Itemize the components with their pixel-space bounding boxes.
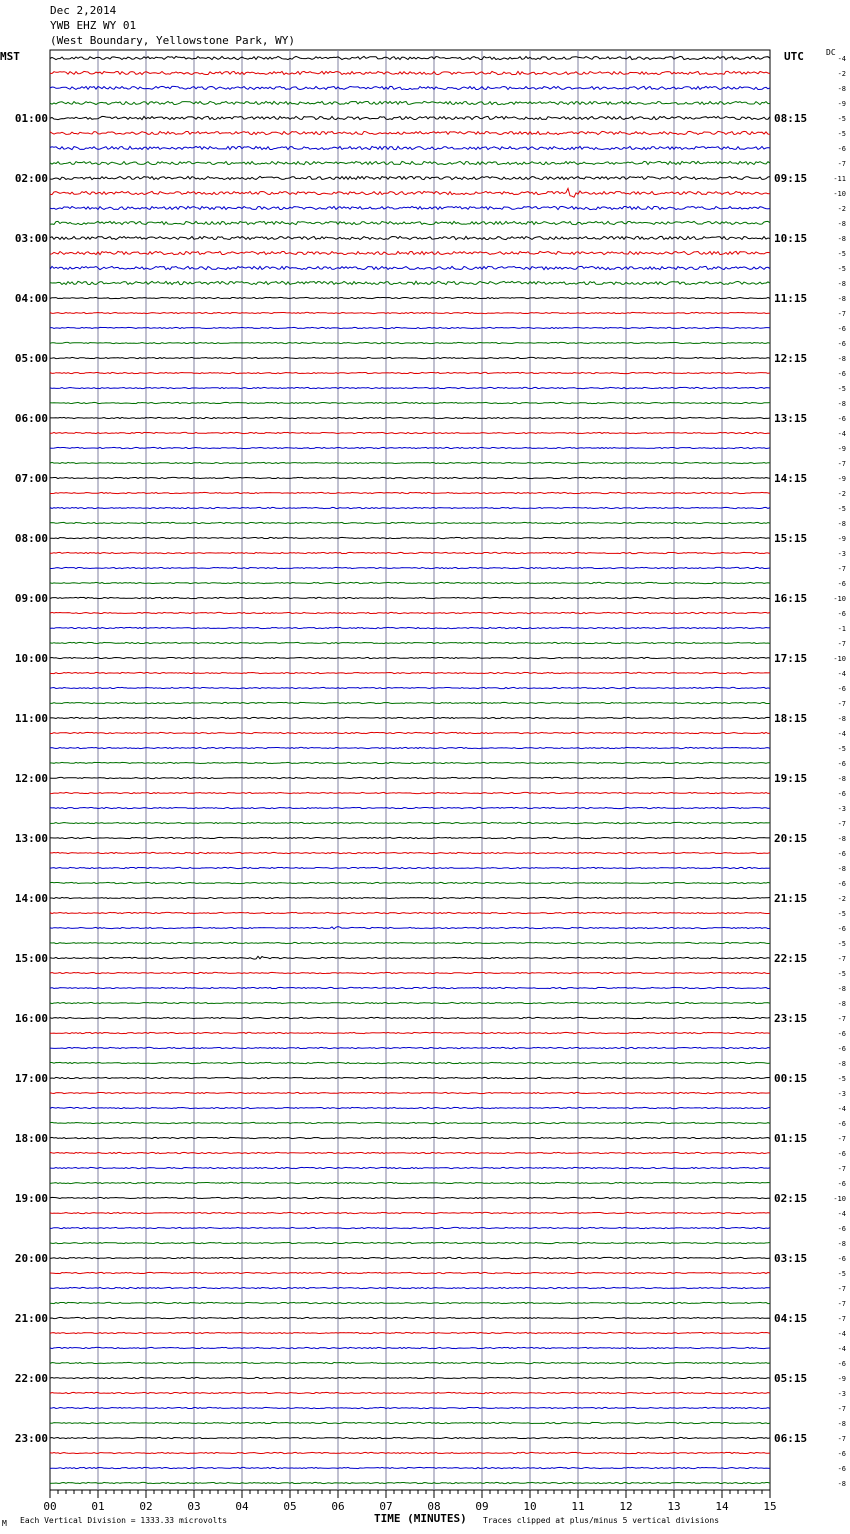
trace-line <box>50 1332 770 1333</box>
trace-line <box>50 927 770 930</box>
trace-line <box>50 777 770 778</box>
dc-offset-label: -8 <box>837 1420 846 1428</box>
x-tick-label: 03 <box>187 1500 201 1513</box>
trace-line <box>50 1017 770 1018</box>
dc-offset-label: -8 <box>837 985 846 993</box>
dc-offset-label: -7 <box>837 820 846 828</box>
trace-line <box>50 1407 770 1408</box>
header-station: YWB EHZ WY 01 <box>50 19 137 32</box>
mst-hour-label: 02:00 <box>14 172 48 185</box>
utc-hour-label: 22:15 <box>774 952 808 965</box>
dc-offset-label: -5 <box>837 250 846 258</box>
trace-line <box>50 1212 770 1213</box>
trace-line <box>50 522 770 523</box>
utc-hour-label: 14:15 <box>774 472 808 485</box>
trace-line <box>50 188 770 197</box>
mst-corner-label: MST <box>0 50 20 63</box>
dc-offset-label: -4 <box>837 1330 846 1338</box>
dc-offset-label: -6 <box>837 1150 846 1158</box>
x-tick-label: 07 <box>379 1500 393 1513</box>
dc-offset-label: -7 <box>837 1285 846 1293</box>
dc-offset-label: -3 <box>837 1390 846 1398</box>
dc-offset-label: -7 <box>837 1300 846 1308</box>
dc-offset-label: -5 <box>837 385 846 393</box>
dc-offset-label: -8 <box>837 295 846 303</box>
dc-offset-label: -5 <box>837 505 846 513</box>
dc-offset-label: -6 <box>837 1180 846 1188</box>
dc-offset-label: -7 <box>837 1315 846 1323</box>
trace-line <box>50 837 770 838</box>
dc-offset-label: -7 <box>837 460 846 468</box>
dc-offset-label: -8 <box>837 1480 846 1488</box>
x-tick-label: 04 <box>235 1500 249 1513</box>
utc-hour-label: 19:15 <box>774 772 808 785</box>
x-tick-label: 01 <box>91 1500 105 1513</box>
trace-line <box>50 281 770 284</box>
trace-line <box>50 297 770 298</box>
trace-line <box>50 1062 770 1063</box>
dc-offset-label: -5 <box>837 265 846 273</box>
trace-line <box>50 1482 770 1483</box>
dc-offset-label: -8 <box>837 835 846 843</box>
mst-hour-label: 10:00 <box>14 652 48 665</box>
trace-line <box>50 956 770 959</box>
trace-line <box>50 1467 770 1468</box>
trace-line <box>50 1137 770 1138</box>
utc-hour-label: 05:15 <box>774 1372 808 1385</box>
dc-offset-label: -8 <box>837 220 846 228</box>
utc-hour-label: 11:15 <box>774 292 808 305</box>
utc-hour-label: 16:15 <box>774 592 808 605</box>
trace-line <box>50 357 770 358</box>
trace-line <box>50 1392 770 1393</box>
corner-mark: M <box>2 1519 7 1528</box>
dc-offset-label: -6 <box>837 760 846 768</box>
dc-offset-label: -5 <box>837 910 846 918</box>
trace-line <box>50 1347 770 1348</box>
trace-line <box>50 1227 770 1228</box>
clipping-note: Traces clipped at plus/minus 5 vertical divisions <box>483 1516 720 1525</box>
dc-offset-label: -6 <box>837 1030 846 1038</box>
dc-offset-label: -7 <box>837 1165 846 1173</box>
utc-hour-label: 01:15 <box>774 1132 808 1145</box>
trace-line <box>50 537 770 538</box>
mst-hour-label: 22:00 <box>14 1372 48 1385</box>
mst-hour-label: 05:00 <box>14 352 48 365</box>
dc-offset-label: -8 <box>837 520 846 528</box>
trace-line <box>50 131 770 134</box>
x-tick-label: 05 <box>283 1500 297 1513</box>
trace-line <box>50 1362 770 1363</box>
trace-line <box>50 942 770 943</box>
utc-hour-label: 13:15 <box>774 412 808 425</box>
dc-offset-label: -6 <box>837 340 846 348</box>
dc-offset-label: -10 <box>833 190 846 198</box>
dc-offset-label: -6 <box>837 850 846 858</box>
dc-offset-label: -10 <box>833 595 846 603</box>
utc-hour-label: 09:15 <box>774 172 808 185</box>
trace-line <box>50 176 770 179</box>
dc-offset-label: -6 <box>837 790 846 798</box>
trace-line <box>50 1182 770 1183</box>
utc-hour-label: 04:15 <box>774 1312 808 1325</box>
trace-line <box>50 1197 770 1198</box>
utc-hour-label: 15:15 <box>774 532 808 545</box>
mst-hour-label: 12:00 <box>14 772 48 785</box>
x-tick-label: 10 <box>523 1500 537 1513</box>
trace-line <box>50 1242 770 1243</box>
trace-line <box>50 477 770 478</box>
dc-offset-label: -1 <box>837 625 846 633</box>
dc-offset-label: -7 <box>837 700 846 708</box>
x-tick-label: 13 <box>667 1500 681 1513</box>
mst-hour-labels <box>15 112 48 1445</box>
dc-offset-label: -7 <box>837 1405 846 1413</box>
dc-offset-label: -7 <box>837 640 846 648</box>
utc-hour-label: 21:15 <box>774 892 808 905</box>
x-tick-label: 12 <box>619 1500 633 1513</box>
mst-hour-label: 08:00 <box>14 532 48 545</box>
x-tick-label: 06 <box>331 1500 345 1513</box>
dc-offset-label: -7 <box>837 565 846 573</box>
x-tick-label: 00 <box>43 1500 57 1513</box>
trace-line <box>50 1032 770 1033</box>
x-tick-label: 11 <box>571 1500 585 1513</box>
utc-hour-label: 23:15 <box>774 1012 808 1025</box>
x-axis-title: TIME (MINUTES) <box>374 1512 467 1525</box>
dc-offset-label: -10 <box>833 1195 846 1203</box>
trace-line <box>50 687 770 688</box>
trace-line <box>50 492 770 493</box>
dc-offset-label: -5 <box>837 970 846 978</box>
trace-line <box>50 1272 770 1273</box>
dc-offset-label: -7 <box>837 310 846 318</box>
trace-line <box>50 807 770 808</box>
dc-offset-label: -6 <box>837 145 846 153</box>
mst-hour-label: 09:00 <box>14 592 48 605</box>
trace-line <box>50 387 770 388</box>
dc-offset-label: -6 <box>837 580 846 588</box>
trace-line <box>50 882 770 883</box>
dc-offset-label: -3 <box>837 1090 846 1098</box>
trace-line <box>50 1317 770 1318</box>
trace-line <box>50 762 770 763</box>
trace-line <box>50 747 770 748</box>
mst-hour-label: 23:00 <box>14 1432 48 1445</box>
dc-offset-label: -7 <box>837 955 846 963</box>
trace-line <box>50 116 770 119</box>
dc-offset-labels <box>833 55 846 1488</box>
utc-hour-label: 20:15 <box>774 832 808 845</box>
trace-line <box>50 1002 770 1003</box>
dc-offset-label: -8 <box>837 715 846 723</box>
trace-line <box>50 672 770 673</box>
dc-offset-label: -9 <box>837 475 846 483</box>
dc-offset-label: -8 <box>837 280 846 288</box>
dc-offset-label: -4 <box>837 1210 846 1218</box>
trace-line <box>50 327 770 328</box>
dc-offset-label: -4 <box>837 55 846 63</box>
trace-line <box>50 597 770 598</box>
trace-line <box>50 507 770 508</box>
dc-offset-label: -9 <box>837 1375 846 1383</box>
trace-line <box>50 1077 770 1078</box>
x-tick-label: 09 <box>475 1500 489 1513</box>
x-tick-label: 02 <box>139 1500 153 1513</box>
dc-offset-label: -6 <box>837 610 846 618</box>
dc-offset-label: -2 <box>837 70 846 78</box>
trace-line <box>50 1122 770 1123</box>
trace-line <box>50 1287 770 1288</box>
trace-line <box>50 1167 770 1168</box>
x-axis <box>43 1490 776 1513</box>
dc-offset-label: -2 <box>837 205 846 213</box>
dc-offset-label: -8 <box>837 400 846 408</box>
mst-hour-label: 11:00 <box>14 712 48 725</box>
mst-hour-label: 01:00 <box>14 112 48 125</box>
dc-offset-label: -8 <box>837 355 846 363</box>
dc-offset-label: -10 <box>833 655 846 663</box>
trace-line <box>50 447 770 448</box>
trace-line <box>50 71 770 74</box>
trace-line <box>50 657 770 658</box>
dc-offset-label: -5 <box>837 940 846 948</box>
dc-offset-label: -6 <box>837 1045 846 1053</box>
trace-line <box>50 101 770 104</box>
dc-offset-label: -6 <box>837 685 846 693</box>
dc-offset-label: -9 <box>837 535 846 543</box>
dc-offset-label: -5 <box>837 115 846 123</box>
dc-offset-label: -6 <box>837 1225 846 1233</box>
dc-offset-label: -8 <box>837 235 846 243</box>
dc-offset-label: -4 <box>837 1345 846 1353</box>
dc-offset-label: -7 <box>837 160 846 168</box>
trace-line <box>50 552 770 553</box>
dc-offset-label: -6 <box>837 1120 846 1128</box>
trace-line <box>50 432 770 433</box>
trace-line <box>50 642 770 643</box>
trace-line <box>50 897 770 898</box>
seismic-traces <box>50 56 770 1483</box>
mst-hour-label: 03:00 <box>14 232 48 245</box>
trace-line <box>50 612 770 613</box>
trace-line <box>50 372 770 373</box>
trace-line <box>50 732 770 733</box>
trace-line <box>50 867 770 868</box>
dc-offset-label: -6 <box>837 415 846 423</box>
trace-line <box>50 972 770 973</box>
dc-offset-label: -5 <box>837 130 846 138</box>
vertical-division-note: Each Vertical Division = 1333.33 microvolts <box>20 1516 228 1525</box>
dc-offset-label: -8 <box>837 865 846 873</box>
mst-hour-label: 20:00 <box>14 1252 48 1265</box>
trace-line <box>50 1437 770 1438</box>
trace-line <box>50 702 770 703</box>
trace-line <box>50 1302 770 1303</box>
trace-line <box>50 1152 770 1153</box>
dc-offset-label: -11 <box>833 175 846 183</box>
dc-offset-label: -6 <box>837 1465 846 1473</box>
dc-label: DC <box>826 48 836 57</box>
trace-line <box>50 1107 770 1108</box>
trace-line <box>50 792 770 793</box>
utc-hour-label: 12:15 <box>774 352 808 365</box>
header-date: Dec 2,2014 <box>50 4 117 17</box>
dc-offset-label: -6 <box>837 925 846 933</box>
trace-line <box>50 86 770 89</box>
mst-hour-label: 19:00 <box>14 1192 48 1205</box>
dc-offset-label: -6 <box>837 1450 846 1458</box>
mst-hour-label: 04:00 <box>14 292 48 305</box>
mst-hour-label: 16:00 <box>14 1012 48 1025</box>
trace-line <box>50 221 770 224</box>
trace-line <box>50 206 770 209</box>
trace-line <box>50 1452 770 1453</box>
dc-offset-label: -8 <box>837 1240 846 1248</box>
utc-hour-label: 02:15 <box>774 1192 808 1205</box>
dc-offset-label: -2 <box>837 895 846 903</box>
dc-offset-label: -6 <box>837 880 846 888</box>
dc-offset-label: -5 <box>837 745 846 753</box>
trace-line <box>50 56 770 59</box>
trace-line <box>50 567 770 568</box>
dc-offset-label: -5 <box>837 1075 846 1083</box>
utc-hour-label: 17:15 <box>774 652 808 665</box>
dc-offset-label: -8 <box>837 775 846 783</box>
trace-line <box>50 1047 770 1048</box>
utc-hour-label: 06:15 <box>774 1432 808 1445</box>
dc-offset-label: -4 <box>837 730 846 738</box>
utc-hour-label: 03:15 <box>774 1252 808 1265</box>
utc-hour-label: 18:15 <box>774 712 808 725</box>
dc-offset-label: -7 <box>837 1435 846 1443</box>
utc-hour-label: 08:15 <box>774 112 808 125</box>
trace-line <box>50 627 770 628</box>
trace-line <box>50 402 770 403</box>
trace-line <box>50 987 770 988</box>
mst-hour-label: 15:00 <box>14 952 48 965</box>
trace-line <box>50 852 770 853</box>
dc-offset-label: -6 <box>837 1360 846 1368</box>
trace-line <box>50 717 770 718</box>
trace-line <box>50 462 770 463</box>
trace-line <box>50 146 770 149</box>
trace-line <box>50 417 770 418</box>
header-location: (West Boundary, Yellowstone Park, WY) <box>50 34 296 47</box>
dc-offset-label: -2 <box>837 490 846 498</box>
trace-line <box>50 251 770 254</box>
dc-offset-label: -8 <box>837 1060 846 1068</box>
trace-line <box>50 266 770 269</box>
utc-hour-labels <box>774 112 807 1445</box>
mst-hour-label: 14:00 <box>14 892 48 905</box>
mst-hour-label: 13:00 <box>14 832 48 845</box>
dc-offset-label: -5 <box>837 1270 846 1278</box>
mst-hour-label: 07:00 <box>14 472 48 485</box>
utc-hour-label: 10:15 <box>774 232 808 245</box>
dc-offset-label: -4 <box>837 670 846 678</box>
dc-offset-label: -9 <box>837 445 846 453</box>
trace-line <box>50 582 770 583</box>
trace-line <box>50 1377 770 1378</box>
trace-line <box>50 1092 770 1093</box>
trace-line <box>50 312 770 313</box>
dc-offset-label: -3 <box>837 805 846 813</box>
trace-line <box>50 822 770 823</box>
mst-hour-label: 21:00 <box>14 1312 48 1325</box>
trace-line <box>50 1257 770 1258</box>
dc-offset-label: -9 <box>837 100 846 108</box>
trace-line <box>50 1422 770 1423</box>
dc-offset-label: -4 <box>837 1105 846 1113</box>
dc-offset-label: -7 <box>837 1015 846 1023</box>
x-tick-label: 15 <box>763 1500 777 1513</box>
trace-line <box>50 161 770 164</box>
utc-hour-label: 00:15 <box>774 1072 808 1085</box>
dc-offset-label: -8 <box>837 1000 846 1008</box>
mst-hour-label: 17:00 <box>14 1072 48 1085</box>
x-tick-label: 14 <box>715 1500 729 1513</box>
dc-offset-label: -6 <box>837 1255 846 1263</box>
dc-offset-label: -3 <box>837 550 846 558</box>
mst-hour-label: 06:00 <box>14 412 48 425</box>
dc-offset-label: -7 <box>837 1135 846 1143</box>
x-tick-label: 08 <box>427 1500 441 1513</box>
dc-offset-label: -6 <box>837 325 846 333</box>
dc-offset-label: -6 <box>837 370 846 378</box>
trace-line <box>50 236 770 239</box>
utc-corner-label: UTC <box>784 50 804 63</box>
mst-hour-label: 18:00 <box>14 1132 48 1145</box>
trace-line <box>50 342 770 343</box>
dc-offset-label: -8 <box>837 85 846 93</box>
trace-line <box>50 912 770 913</box>
dc-offset-label: -4 <box>837 430 846 438</box>
